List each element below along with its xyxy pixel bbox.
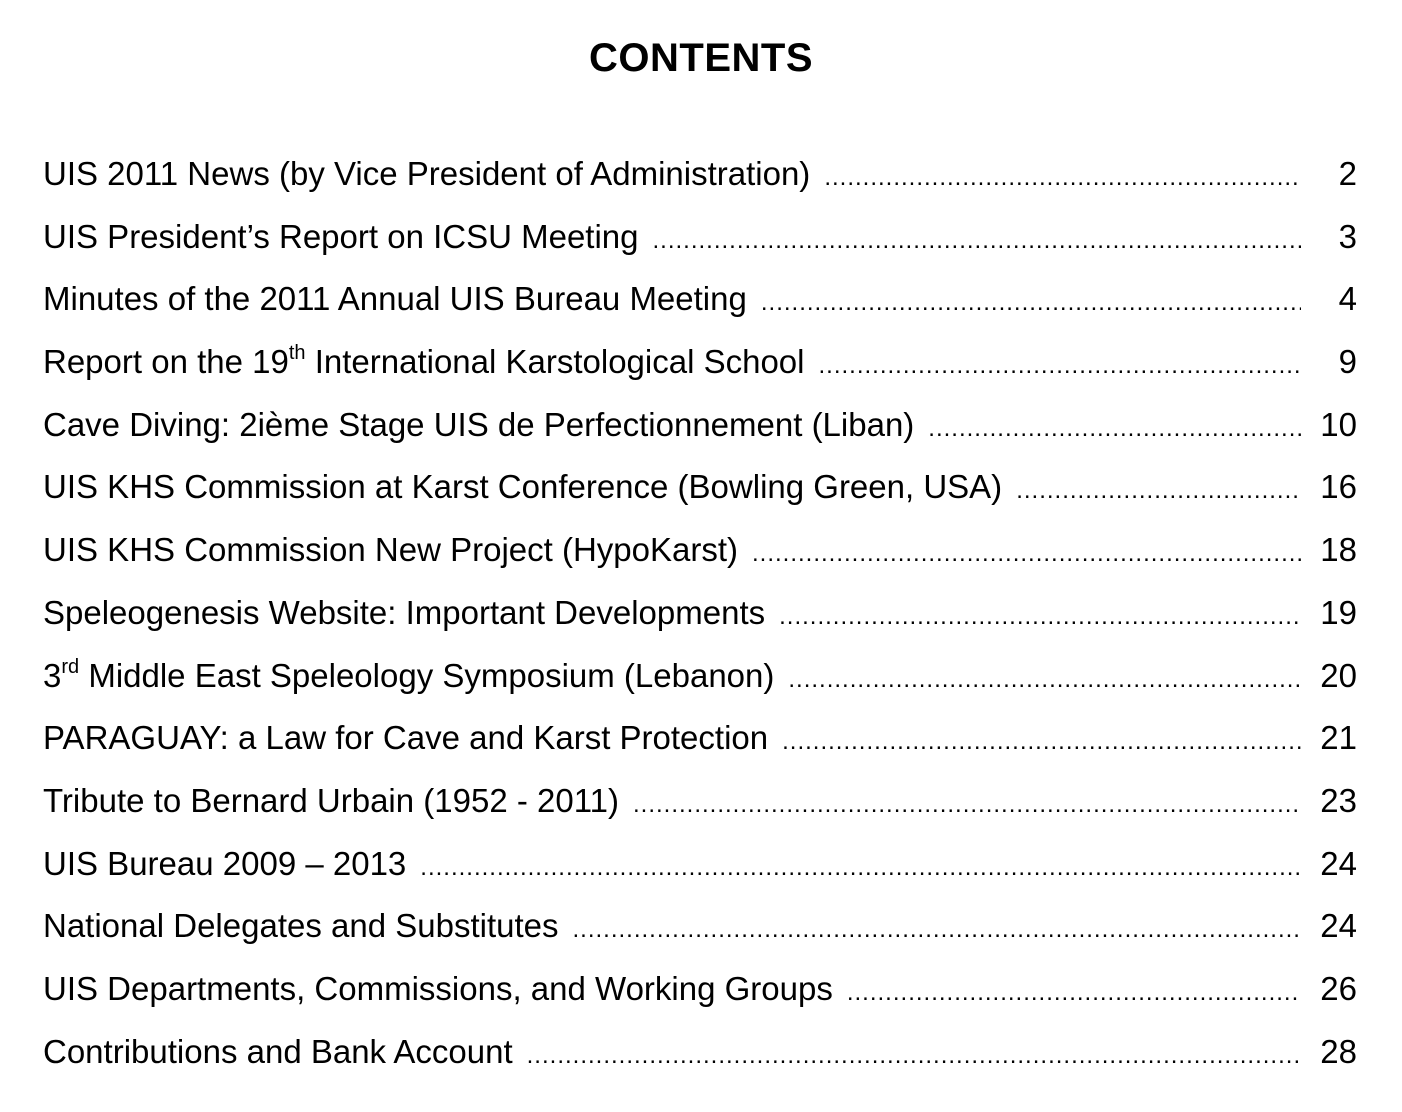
toc-page-number: 21 bbox=[1320, 719, 1357, 757]
toc-page-number: 19 bbox=[1320, 593, 1357, 631]
toc-entry-title: UIS President’s Report on ICSU Meeting bbox=[43, 217, 639, 255]
toc-page-number: 4 bbox=[1338, 280, 1357, 318]
toc-entry-title bbox=[43, 338, 805, 386]
toc-dot-leader bbox=[847, 969, 1301, 1017]
toc-dot-leader bbox=[779, 593, 1301, 641]
toc-entry bbox=[43, 463, 1357, 526]
page-title: CONTENTS bbox=[589, 36, 813, 80]
toc-entry bbox=[43, 777, 1357, 840]
toc-entry bbox=[43, 401, 1357, 464]
toc-dot-leader bbox=[761, 279, 1301, 327]
toc-entry bbox=[43, 965, 1357, 1028]
toc-entry bbox=[43, 902, 1357, 965]
toc-entry bbox=[43, 338, 1357, 401]
toc-dot-leader bbox=[573, 906, 1302, 954]
toc-page-number: 16 bbox=[1320, 468, 1357, 506]
toc-entry bbox=[43, 840, 1357, 903]
toc-entry-title: PARAGUAY: a Law for Cave and Karst Protection bbox=[43, 719, 769, 757]
toc-entry bbox=[43, 150, 1357, 213]
toc-dot-leader bbox=[782, 718, 1301, 766]
toc-entry-title: Tribute to Bernard Urbain (1952 - 2011) bbox=[43, 781, 619, 819]
toc-entry-title: UIS KHS Commission at Karst Conference (Bowling Green, USA) bbox=[43, 468, 1003, 506]
toc-page-number: 26 bbox=[1320, 969, 1357, 1007]
toc-entry-title-text: 3 bbox=[43, 656, 62, 694]
toc-entry bbox=[43, 589, 1357, 652]
toc-entry-title-text: Middle East Speleology Symposium (Lebanon) bbox=[79, 656, 775, 694]
toc-entry-title: Contributions and Bank Account bbox=[43, 1032, 513, 1070]
toc-page-number: 23 bbox=[1320, 781, 1357, 819]
toc-entry-title: UIS 2011 News (by Vice President of Administration) bbox=[43, 155, 811, 192]
toc-dot-leader bbox=[752, 530, 1301, 578]
ordinal-suffix: th bbox=[288, 342, 306, 365]
toc-page-number: 2 bbox=[1338, 155, 1357, 192]
toc-dot-leader bbox=[1016, 467, 1301, 515]
toc-dot-leader bbox=[653, 217, 1302, 265]
toc-page-number: 20 bbox=[1320, 656, 1357, 694]
toc-entry-title-text: International Karstological School bbox=[305, 343, 805, 381]
toc-entry bbox=[43, 526, 1357, 589]
toc-dot-leader bbox=[420, 844, 1301, 892]
table-of-contents bbox=[43, 150, 1357, 1090]
toc-entry bbox=[43, 714, 1357, 777]
toc-page-number: 3 bbox=[1338, 217, 1357, 255]
toc-dot-leader bbox=[819, 342, 1302, 390]
toc-entry-title-text: Report on the 19 bbox=[43, 343, 289, 381]
toc-page-number: 24 bbox=[1320, 844, 1357, 882]
toc-entry-title: Cave Diving: 2ième Stage UIS de Perfectionnement (Liban) bbox=[43, 405, 915, 443]
toc-entry-title: UIS Bureau 2009 – 2013 bbox=[43, 844, 407, 882]
toc-entry bbox=[43, 652, 1357, 715]
toc-page-number: 9 bbox=[1338, 343, 1357, 381]
toc-dot-leader bbox=[527, 1032, 1301, 1080]
toc-entry-title: Speleogenesis Website: Important Developments bbox=[43, 593, 766, 631]
toc-entry-title: UIS KHS Commission New Project (HypoKarst) bbox=[43, 531, 738, 569]
toc-entry-title: UIS Departments, Commissions, and Working Groups bbox=[43, 969, 833, 1007]
toc-entry bbox=[43, 275, 1357, 338]
toc-entry-title: National Delegates and Substitutes bbox=[43, 907, 559, 945]
toc-dot-leader bbox=[788, 656, 1301, 704]
toc-page-number: 18 bbox=[1320, 531, 1357, 569]
toc-entry-title: Minutes of the 2011 Annual UIS Bureau Meeting bbox=[43, 280, 747, 318]
toc-dot-leader bbox=[824, 154, 1301, 202]
toc-page-number: 24 bbox=[1320, 907, 1357, 945]
toc-entry bbox=[43, 1028, 1357, 1091]
toc-dot-leader bbox=[928, 405, 1301, 453]
toc-entry-title bbox=[43, 652, 774, 700]
toc-page-number: 28 bbox=[1320, 1032, 1357, 1070]
toc-page-number: 10 bbox=[1320, 405, 1357, 443]
ordinal-suffix: rd bbox=[61, 655, 80, 678]
toc-entry bbox=[43, 213, 1357, 276]
toc-dot-leader bbox=[633, 781, 1301, 829]
